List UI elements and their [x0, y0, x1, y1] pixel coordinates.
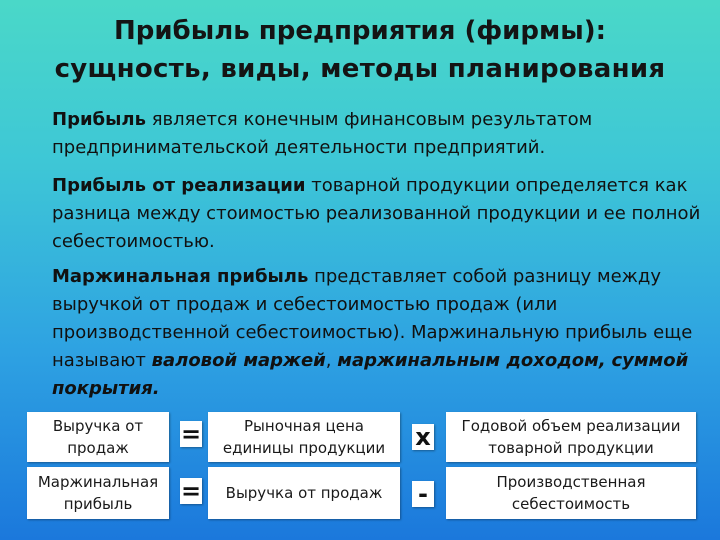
formula1-right-label: Годовой объем реализации товарной продукции	[461, 417, 681, 457]
paragraph-text: товарной продукции определяется как разница между стоимостью реализованной продукции и ее полной себестоимостью.	[52, 175, 701, 252]
term-profit: Прибыль	[52, 109, 146, 130]
formula2-equals-sign: =	[180, 477, 202, 505]
term-marginal-income: маржинальным доходом,	[337, 350, 606, 371]
paragraph-text: представляет собой разницу между выручкой от продаж и себестоимостью продаж (или производственной себестоимостью). Маржинальную прибыль еще называют	[52, 266, 693, 371]
formula1-multiply-sign: х	[412, 424, 434, 450]
paragraph-sales-profit	[52, 172, 702, 256]
formula1-middle-label: Рыночная цена единицы продукции	[222, 417, 386, 457]
title-line-1: Прибыль предприятия (фирмы):	[113, 16, 607, 46]
term-coverage-sum: суммой покрытия.	[52, 350, 689, 399]
term-sales-profit: Прибыль от реализации	[52, 175, 306, 196]
formula2-minus-sign: -	[412, 481, 434, 507]
formula2-left-box	[27, 467, 169, 519]
formula1-left-label: Выручка от продаж	[52, 417, 144, 457]
formula1-left-box	[27, 412, 169, 462]
separator: ,	[325, 350, 338, 371]
page-title	[0, 12, 720, 88]
formula2-middle-label: Выручка от продаж	[225, 484, 383, 502]
formula2-right-label: Производственная себестоимость	[496, 473, 646, 513]
formula2-right-box	[446, 467, 696, 519]
paragraph-marginal-profit	[52, 263, 702, 403]
title-line-2: сущность, виды, методы планирования	[54, 54, 666, 84]
formula1-middle-box	[208, 412, 400, 462]
formula1-equals-sign: =	[180, 420, 202, 448]
formula1-right-box	[446, 412, 696, 462]
paragraph-profit-definition	[52, 106, 702, 162]
formula2-left-label: Маржинальная прибыль	[37, 473, 159, 513]
term-gross-margin: валовой маржей	[151, 350, 326, 371]
paragraph-text: является конечным финансовым результатом предпринимательской деятельности предприятий.	[52, 109, 593, 158]
formula2-middle-box	[208, 467, 400, 519]
term-marginal-profit: Маржинальная прибыль	[52, 266, 309, 287]
